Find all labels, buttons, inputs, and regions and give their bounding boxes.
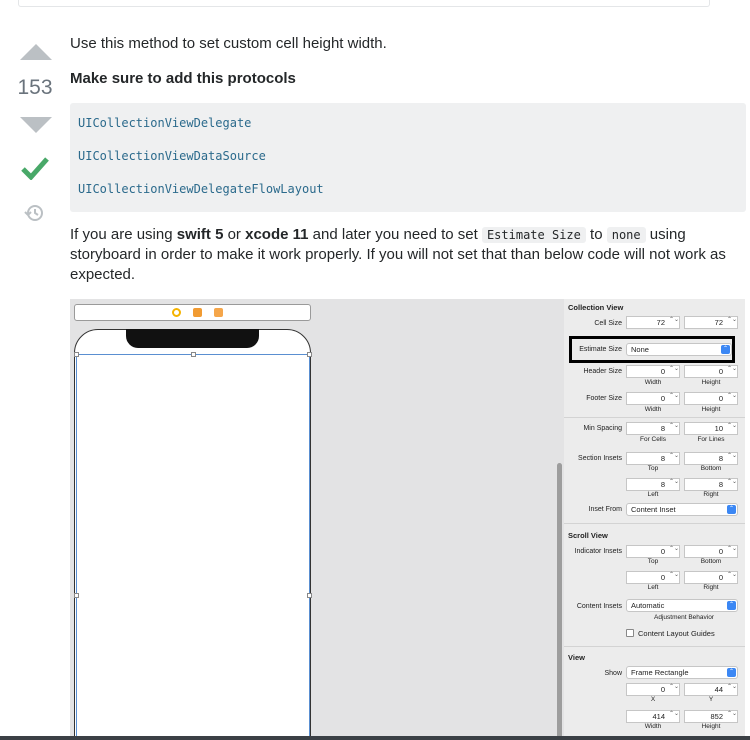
inset-from-label: Inset From — [588, 506, 622, 513]
indicator-top-field[interactable]: 0 ⌃⌄ — [626, 545, 680, 558]
inline-code: Estimate Size — [482, 227, 586, 243]
indicator-right-field[interactable]: 0 ⌃⌄ — [684, 571, 738, 584]
view-controller-icon — [172, 308, 181, 317]
exit-icon — [214, 308, 223, 317]
content-insets-label: Content Insets — [576, 603, 622, 610]
collection-view-section-title: Collection View — [568, 303, 624, 312]
section-inset-right-field[interactable]: 8 ⌃⌄ — [684, 478, 738, 491]
scroll-view-section-title: Scroll View — [568, 531, 608, 540]
show-label: Show — [604, 670, 622, 677]
indicator-insets-label: Indicator Insets — [574, 548, 622, 555]
estimate-size-popup[interactable]: None ⌃ — [626, 343, 732, 356]
code-line: UICollectionViewDelegateFlowLayout — [78, 182, 324, 196]
cell-size-label: Cell Size — [594, 320, 622, 327]
upvote-button[interactable] — [20, 44, 52, 60]
footer-size-label: Footer Size — [586, 395, 622, 402]
content-layout-guides-checkbox[interactable] — [626, 629, 634, 637]
view-width-field[interactable]: 414 ⌃⌄ — [626, 710, 680, 723]
section-inset-left-field[interactable]: 8 ⌃⌄ — [626, 478, 680, 491]
accepted-check-icon — [21, 156, 49, 185]
section-inset-bottom-field[interactable]: 8 ⌃⌄ — [684, 452, 738, 465]
collection-view-selection[interactable] — [76, 354, 310, 740]
code-block — [70, 103, 746, 212]
scene-toolbar — [74, 304, 311, 321]
view-height-field[interactable]: 852 ⌃⌄ — [684, 710, 738, 723]
attributes-inspector: Collection View Cell Size 72 ⌃⌄ 72 ⌃⌄ Estimate Size None ⌃ Header Size 0 ⌃⌄ 0 ⌃⌄ Width Height Footer Size 0 ⌃⌄ 0 ⌃⌄ Width Height Min Spacing 8 ⌃⌄ 10 ⌃⌄ For Cells For Lines Section Insets 8 ⌃⌄ 8 ⌃⌄ Top Bottom 8 ⌃⌄ 8 ⌃⌄ Left Right Inset From Content Inset ⌃ Scroll View Indicator Insets 0 ⌃⌄ 0 ⌃⌄ Top Bottom 0 ⌃⌄ 0 ⌃⌄ Left Right Content Insets Automatic ⌃ Adjustment Behavior Content Layout Guides View Show Frame Rectangle ⌃ 0 ⌃⌄ 44 ⌃⌄ X Y 414 ⌃⌄ 852 ⌃⌄ Width Height — [564, 299, 745, 740]
inline-code: none — [607, 227, 646, 243]
code-line: UICollectionViewDelegate — [78, 116, 252, 130]
bottom-edge-bar — [0, 736, 750, 740]
cell-size-height-field[interactable]: 72 ⌃⌄ — [684, 316, 738, 329]
estimate-size-label: Estimate Size — [579, 346, 622, 353]
history-icon[interactable] — [24, 203, 44, 228]
code-line: UICollectionViewDataSource — [78, 149, 266, 163]
vote-count: 153 — [17, 76, 53, 99]
intro-text: Use this method to set custom cell height width. — [70, 35, 387, 52]
cell-size-width-field[interactable]: 72 ⌃⌄ — [626, 316, 680, 329]
min-spacing-label: Min Spacing — [583, 425, 622, 432]
device-frame — [74, 329, 311, 740]
header-width-field[interactable]: 0 ⌃⌄ — [626, 365, 680, 378]
xcode-screenshot — [70, 299, 745, 740]
previous-post-border — [18, 0, 710, 7]
footer-height-field[interactable]: 0 ⌃⌄ — [684, 392, 738, 405]
view-y-field[interactable]: 44 ⌃⌄ — [684, 683, 738, 696]
content-layout-guides-label: Content Layout Guides — [638, 629, 715, 638]
content-insets-popup[interactable]: Automatic ⌃ — [626, 599, 738, 612]
min-spacing-cells-field[interactable]: 8 ⌃⌄ — [626, 422, 680, 435]
canvas-scrollbar[interactable] — [557, 463, 562, 740]
indicator-left-field[interactable]: 0 ⌃⌄ — [626, 571, 680, 584]
view-section-title: View — [568, 653, 585, 662]
footer-width-field[interactable]: 0 ⌃⌄ — [626, 392, 680, 405]
indicator-bottom-field[interactable]: 0 ⌃⌄ — [684, 545, 738, 558]
section-insets-label: Section Insets — [578, 455, 622, 462]
min-spacing-lines-field[interactable]: 10 ⌃⌄ — [684, 422, 738, 435]
explanation-paragraph: If you are using swift 5 or xcode 11 and later you need to set Estimate Size to none using storyboard in order to make it work properly. If you will not set that than below code will not work as expected. — [70, 226, 726, 283]
section-inset-top-field[interactable]: 8 ⌃⌄ — [626, 452, 680, 465]
show-popup[interactable]: Frame Rectangle ⌃ — [626, 666, 738, 679]
header-size-label: Header Size — [583, 368, 622, 375]
downvote-button[interactable] — [20, 117, 52, 133]
device-notch — [126, 329, 259, 348]
inset-from-popup[interactable]: Content Inset ⌃ — [626, 503, 738, 516]
storyboard-canvas — [70, 299, 560, 740]
first-responder-icon — [193, 308, 202, 317]
protocols-heading: Make sure to add this protocols — [70, 70, 296, 87]
view-x-field[interactable]: 0 ⌃⌄ — [626, 683, 680, 696]
header-height-field[interactable]: 0 ⌃⌄ — [684, 365, 738, 378]
